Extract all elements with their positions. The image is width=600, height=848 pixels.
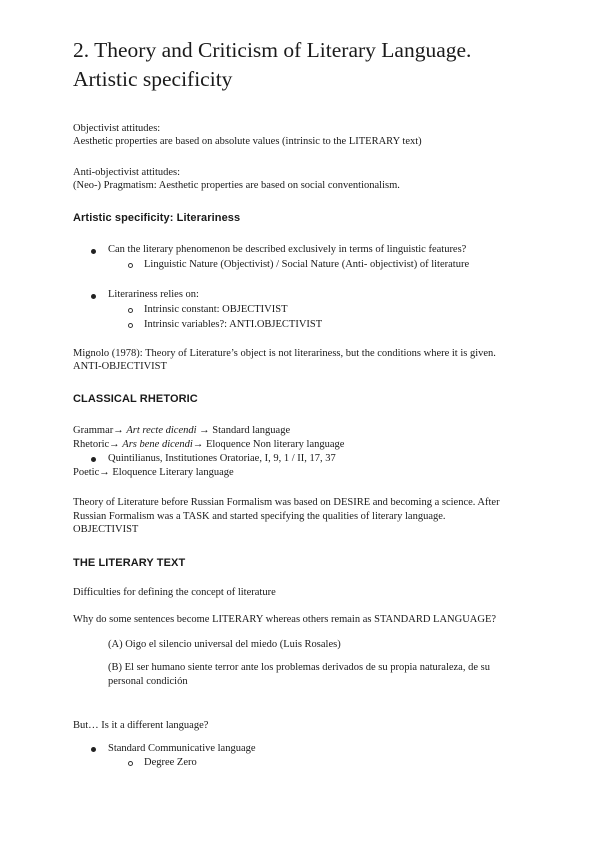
list-subitem-nature: Linguistic Nature (Objectivist) / Social Nature (Anti- objectivist) of literature: [144, 259, 470, 270]
bullet-dot-icon: [91, 747, 96, 752]
bullet-dot-icon: [91, 294, 96, 299]
list-item-literariness: Literariness relies on:: [108, 289, 199, 300]
page-title-line2: Artistic specificity: [73, 67, 233, 91]
heading-literary-text: THE LITERARY TEXT: [73, 557, 186, 569]
example-b-line2: personal condición: [108, 676, 188, 687]
example-b-line1: (B) El ser humano siente terror ante los problemas derivados de su propia naturaleza, de su: [108, 662, 490, 673]
grammar-latin: Art recte dicendi: [126, 425, 197, 436]
rhetoric-line: [73, 439, 344, 452]
list-subitem-constant: Intrinsic constant: OBJECTIVIST: [144, 304, 288, 315]
heading-artistic-specificity: Artistic specificity: Literariness: [73, 212, 241, 224]
anti-objectivist-text: (Neo-) Pragmatism: Aesthetic properties are based on social conventionalism.: [73, 180, 400, 191]
bullet-dot-icon: [91, 457, 96, 462]
bullet-circle-icon: [128, 308, 133, 313]
example-a: (A) Oigo el silencio universal del miedo (Luis Rosales): [108, 639, 341, 650]
theory-line1: Theory of Literature before Russian Formalism was based on DESIRE and becoming a science. After: [73, 497, 500, 508]
theory-line3: OBJECTIVIST: [73, 524, 139, 535]
but-question: But… Is it a different language?: [73, 720, 209, 731]
difficulties-line: Difficulties for defining the concept of literature: [73, 587, 276, 598]
bullet-dot-icon: [91, 249, 96, 254]
list-subitem-variables: Intrinsic variables?: ANTI.OBJECTIVIST: [144, 319, 323, 330]
list-item-standard-language: Standard Communicative language: [108, 743, 256, 754]
list-item-question-1: Can the literary phenomenon be described exclusively in terms of linguistic features?: [108, 244, 467, 255]
objectivist-text: Aesthetic properties are based on absolute values (intrinsic to the LITERARY text): [73, 136, 422, 147]
mignolo-line1: Mignolo (1978): Theory of Literature’s object is not literariness, but the conditions where it is given.: [73, 348, 496, 359]
anti-objectivist-label: Anti-objectivist attitudes:: [73, 167, 181, 178]
heading-classical-rhetoric: CLASSICAL RHETORIC: [73, 393, 198, 405]
rhetoric-latin: Ars bene dicendi: [122, 439, 193, 450]
list-subitem-degree-zero: Degree Zero: [144, 757, 197, 768]
bullet-circle-icon: [128, 323, 133, 328]
rhetoric-prefix: Rhetoric→: [73, 439, 123, 450]
grammar-suffix: → Standard language: [196, 425, 291, 436]
page-title-line1: 2. Theory and Criticism of Literary Language.: [73, 38, 472, 62]
mignolo-line2: ANTI-OBJECTIVIST: [73, 361, 167, 372]
grammar-prefix: Grammar→: [73, 425, 127, 436]
theory-line2: Russian Formalism was a TASK and started specifying the qualities of literary language.: [73, 511, 446, 522]
list-item-quintilian: Quintilianus, Institutiones Oratoriae, I, 9, 1 / II, 17, 37: [108, 453, 336, 464]
rhetoric-suffix: → Eloquence Non literary language: [192, 439, 345, 450]
why-question: Why do some sentences become LITERARY whereas others remain as STANDARD LANGUAGE?: [73, 614, 497, 625]
bullet-circle-icon: [128, 761, 133, 766]
page-title: [73, 36, 471, 94]
poetic-line: Poetic→ Eloquence Literary language: [73, 467, 234, 478]
objectivist-label: Objectivist attitudes:: [73, 123, 161, 134]
bullet-circle-icon: [128, 263, 133, 268]
grammar-line: [73, 425, 290, 438]
